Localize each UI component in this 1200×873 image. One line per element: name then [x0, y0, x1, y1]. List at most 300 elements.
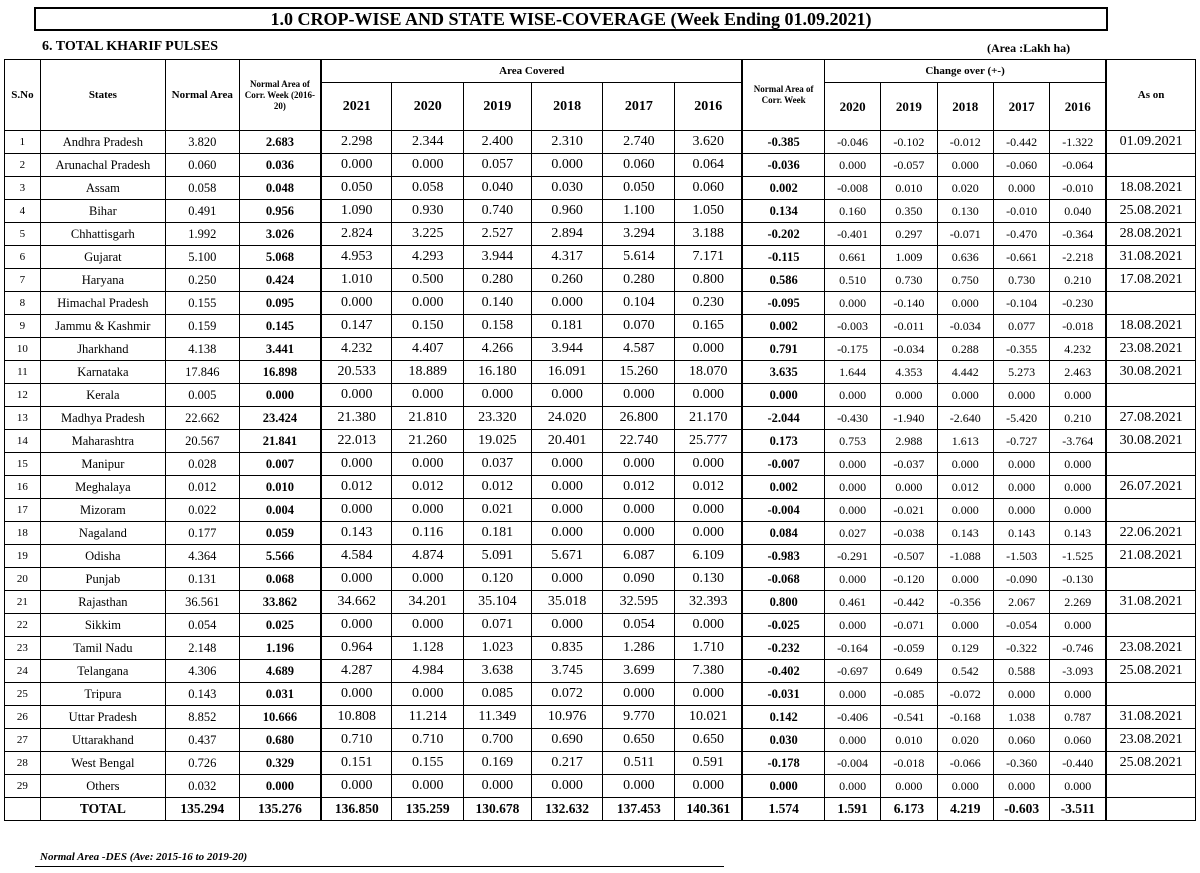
- cell-cNormal: -0.402: [742, 660, 824, 683]
- cell-c2016: 0.000: [1050, 614, 1106, 637]
- cell-sno: 25: [5, 683, 41, 706]
- cell-a2019: 4.266: [464, 338, 532, 361]
- cell-a2017: 0.650: [603, 729, 675, 752]
- cell-cNormal: 0.000: [742, 384, 824, 407]
- cell-a2018: 0.960: [531, 200, 603, 223]
- cell-c2017: 0.143: [993, 522, 1049, 545]
- cell-c2017: -0.470: [993, 223, 1049, 246]
- cell-state: Uttarakhand: [40, 729, 165, 752]
- cell-cNormal: 0.002: [742, 315, 824, 338]
- cell-state: Karnataka: [40, 361, 165, 384]
- cell-cNormal: 0.800: [742, 591, 824, 614]
- cell-a2021: 1.010: [321, 269, 392, 292]
- cell-cNormal: 0.084: [742, 522, 824, 545]
- cell-normal: 0.028: [165, 453, 239, 476]
- cell-state: Uttar Pradesh: [40, 706, 165, 729]
- cell-a2020: 4.293: [392, 246, 464, 269]
- cell-asOn: 26.07.2021: [1106, 476, 1195, 499]
- cell-c2018: 1.613: [937, 430, 993, 453]
- cell-cNormal: 0.791: [742, 338, 824, 361]
- cell-c2016: 0.787: [1050, 706, 1106, 729]
- cell-c2016: -0.364: [1050, 223, 1106, 246]
- cell-c2019: 2.988: [881, 430, 937, 453]
- cell-sno: 14: [5, 430, 41, 453]
- cell-a2019: 2.400: [464, 131, 532, 154]
- cell-a2018: 2.894: [531, 223, 603, 246]
- cell-c2016: 4.232: [1050, 338, 1106, 361]
- cell-state: Others: [40, 775, 165, 798]
- cell-a2017: 0.000: [603, 499, 675, 522]
- cell-c2019: -0.021: [881, 499, 937, 522]
- cell-cNormal: 1.574: [742, 798, 824, 821]
- cell-a2016: 0.000: [675, 614, 743, 637]
- cell-asOn: [1106, 384, 1195, 407]
- cell-c2017: -0.060: [993, 154, 1049, 177]
- cell-a2020: 0.000: [392, 683, 464, 706]
- cell-a2016: 0.000: [675, 499, 743, 522]
- cell-cNormal: -0.007: [742, 453, 824, 476]
- cell-c2016: 0.000: [1050, 476, 1106, 499]
- cell-cNormal: 0.002: [742, 177, 824, 200]
- cell-a2018: 16.091: [531, 361, 603, 384]
- cell-a2020: 1.128: [392, 637, 464, 660]
- cell-c2019: -0.085: [881, 683, 937, 706]
- cell-sno: 12: [5, 384, 41, 407]
- cell-a2016: 18.070: [675, 361, 743, 384]
- cell-a2021: 136.850: [321, 798, 392, 821]
- cell-cNormal: 0.000: [742, 775, 824, 798]
- cell-a2020: 0.000: [392, 154, 464, 177]
- cell-a2020: 21.260: [392, 430, 464, 453]
- report-title: 1.0 CROP-WISE AND STATE WISE-COVERAGE (Week Ending 01.09.2021): [34, 7, 1108, 31]
- cell-a2016: 0.060: [675, 177, 743, 200]
- cell-a2018: 0.000: [531, 775, 603, 798]
- cell-a2016: 0.000: [675, 453, 743, 476]
- cell-normal: 4.138: [165, 338, 239, 361]
- cell-state: Manipur: [40, 453, 165, 476]
- cell-a2018: 5.671: [531, 545, 603, 568]
- cell-sno: 1: [5, 131, 41, 154]
- cell-a2016: 140.361: [675, 798, 743, 821]
- cell-a2017: 9.770: [603, 706, 675, 729]
- cell-a2019: 0.169: [464, 752, 532, 775]
- cell-c2016: 0.210: [1050, 269, 1106, 292]
- cell-sno: 23: [5, 637, 41, 660]
- cell-sno: 17: [5, 499, 41, 522]
- cell-asOn: 23.08.2021: [1106, 729, 1195, 752]
- cell-c2020: 0.000: [824, 292, 880, 315]
- cell-c2020: 0.000: [824, 568, 880, 591]
- cell-corr: 0.095: [239, 292, 321, 315]
- cell-a2018: 0.000: [531, 568, 603, 591]
- table-row: [5, 384, 1196, 407]
- table-row: [5, 453, 1196, 476]
- header-normal-area: Normal Area: [165, 60, 239, 131]
- cell-a2016: 0.012: [675, 476, 743, 499]
- cell-a2016: 1.050: [675, 200, 743, 223]
- cell-a2019: 0.700: [464, 729, 532, 752]
- cell-a2017: 1.100: [603, 200, 675, 223]
- cell-state: Odisha: [40, 545, 165, 568]
- cell-a2016: 0.000: [675, 384, 743, 407]
- cell-asOn: 25.08.2021: [1106, 660, 1195, 683]
- cell-asOn: 18.08.2021: [1106, 315, 1195, 338]
- cell-c2020: 0.510: [824, 269, 880, 292]
- cell-a2019: 11.349: [464, 706, 532, 729]
- cell-asOn: 25.08.2021: [1106, 752, 1195, 775]
- cell-a2016: 0.800: [675, 269, 743, 292]
- cell-a2019: 35.104: [464, 591, 532, 614]
- cell-state: Telangana: [40, 660, 165, 683]
- cell-c2017: -0.727: [993, 430, 1049, 453]
- cell-a2018: 0.000: [531, 522, 603, 545]
- cell-a2019: 0.740: [464, 200, 532, 223]
- cell-corr: 3.026: [239, 223, 321, 246]
- cell-a2021: 0.050: [321, 177, 392, 200]
- cell-sno: 7: [5, 269, 41, 292]
- cell-a2019: 1.023: [464, 637, 532, 660]
- cell-a2018: 0.690: [531, 729, 603, 752]
- cell-a2017: 0.104: [603, 292, 675, 315]
- cell-normal: 20.567: [165, 430, 239, 453]
- cell-c2018: 0.750: [937, 269, 993, 292]
- cell-a2017: 137.453: [603, 798, 675, 821]
- cell-a2016: 6.109: [675, 545, 743, 568]
- table-row: [5, 177, 1196, 200]
- cell-a2020: 0.930: [392, 200, 464, 223]
- cell-normal: 0.143: [165, 683, 239, 706]
- cell-cNormal: -0.036: [742, 154, 824, 177]
- cell-c2017: -0.355: [993, 338, 1049, 361]
- cell-a2016: 0.064: [675, 154, 743, 177]
- cell-asOn: [1106, 568, 1195, 591]
- cell-a2020: 0.000: [392, 568, 464, 591]
- cell-sno: 27: [5, 729, 41, 752]
- cell-a2019: 0.000: [464, 775, 532, 798]
- cell-a2020: 0.058: [392, 177, 464, 200]
- cell-c2017: -0.442: [993, 131, 1049, 154]
- cell-a2017: 0.511: [603, 752, 675, 775]
- header-normal-corr-short: Normal Area of Corr. Week: [742, 60, 824, 131]
- table-row: [5, 407, 1196, 430]
- cell-a2020: 4.984: [392, 660, 464, 683]
- cell-sno: 28: [5, 752, 41, 775]
- cell-sno: 24: [5, 660, 41, 683]
- cell-c2020: 1.644: [824, 361, 880, 384]
- cell-c2019: 0.649: [881, 660, 937, 683]
- cell-normal: 8.852: [165, 706, 239, 729]
- cell-state: Assam: [40, 177, 165, 200]
- cell-asOn: 30.08.2021: [1106, 361, 1195, 384]
- cell-normal: 22.662: [165, 407, 239, 430]
- cell-a2016: 32.393: [675, 591, 743, 614]
- cell-corr: 0.031: [239, 683, 321, 706]
- cell-a2018: 0.000: [531, 154, 603, 177]
- cell-c2018: 4.442: [937, 361, 993, 384]
- cell-corr: 0.010: [239, 476, 321, 499]
- cell-state: Punjab: [40, 568, 165, 591]
- cell-a2018: 2.310: [531, 131, 603, 154]
- cell-a2019: 0.181: [464, 522, 532, 545]
- cell-a2018: 0.000: [531, 292, 603, 315]
- cell-c2019: -0.018: [881, 752, 937, 775]
- cell-a2018: 0.000: [531, 499, 603, 522]
- cell-corr: 0.025: [239, 614, 321, 637]
- header-year: 2017: [603, 83, 675, 131]
- cell-c2020: -0.291: [824, 545, 880, 568]
- cell-c2018: -0.012: [937, 131, 993, 154]
- cell-c2017: 0.588: [993, 660, 1049, 683]
- cell-a2020: 0.000: [392, 453, 464, 476]
- cell-a2016: 0.130: [675, 568, 743, 591]
- cell-a2020: 4.874: [392, 545, 464, 568]
- cell-state: Nagaland: [40, 522, 165, 545]
- cell-a2018: 0.000: [531, 453, 603, 476]
- cell-a2019: 0.040: [464, 177, 532, 200]
- cell-a2019: 2.527: [464, 223, 532, 246]
- cell-a2017: 0.090: [603, 568, 675, 591]
- cell-c2020: 0.000: [824, 384, 880, 407]
- cell-a2017: 0.012: [603, 476, 675, 499]
- cell-c2017: 0.000: [993, 775, 1049, 798]
- cell-c2018: 0.020: [937, 729, 993, 752]
- cell-normal: 0.054: [165, 614, 239, 637]
- cell-c2020: -0.697: [824, 660, 880, 683]
- cell-c2017: 0.000: [993, 476, 1049, 499]
- cell-sno: [5, 798, 41, 821]
- cell-a2018: 20.401: [531, 430, 603, 453]
- header-change-year: 2017: [993, 83, 1049, 131]
- cell-normal: 2.148: [165, 637, 239, 660]
- cell-cNormal: -0.004: [742, 499, 824, 522]
- cell-c2020: -0.175: [824, 338, 880, 361]
- cell-a2017: 15.260: [603, 361, 675, 384]
- cell-cNormal: -0.068: [742, 568, 824, 591]
- cell-c2017: 5.273: [993, 361, 1049, 384]
- cell-a2018: 0.000: [531, 614, 603, 637]
- cell-corr: 0.068: [239, 568, 321, 591]
- cell-a2017: 0.000: [603, 775, 675, 798]
- cell-c2016: -3.093: [1050, 660, 1106, 683]
- cell-normal: 135.294: [165, 798, 239, 821]
- cell-corr: 2.683: [239, 131, 321, 154]
- cell-c2017: 0.000: [993, 453, 1049, 476]
- cell-c2020: 0.000: [824, 476, 880, 499]
- cell-asOn: 01.09.2021: [1106, 131, 1195, 154]
- cell-a2020: 0.500: [392, 269, 464, 292]
- table-row: [5, 361, 1196, 384]
- cell-cNormal: 0.030: [742, 729, 824, 752]
- table-row: [5, 154, 1196, 177]
- cell-sno: 21: [5, 591, 41, 614]
- cell-normal: 0.159: [165, 315, 239, 338]
- cell-a2016: 0.000: [675, 775, 743, 798]
- cell-a2020: 0.710: [392, 729, 464, 752]
- cell-c2019: -1.940: [881, 407, 937, 430]
- cell-a2018: 4.317: [531, 246, 603, 269]
- table-row: [5, 591, 1196, 614]
- cell-asOn: [1106, 453, 1195, 476]
- cell-a2017: 6.087: [603, 545, 675, 568]
- cell-sno: 9: [5, 315, 41, 338]
- cell-c2017: 0.000: [993, 499, 1049, 522]
- cell-a2020: 18.889: [392, 361, 464, 384]
- cell-c2020: -0.401: [824, 223, 880, 246]
- cell-c2019: 0.000: [881, 775, 937, 798]
- cell-a2017: 0.070: [603, 315, 675, 338]
- cell-state: Chhattisgarh: [40, 223, 165, 246]
- cell-corr: 0.059: [239, 522, 321, 545]
- cell-a2021: 0.000: [321, 292, 392, 315]
- cell-a2019: 5.091: [464, 545, 532, 568]
- cell-normal: 0.250: [165, 269, 239, 292]
- cell-a2021: 4.232: [321, 338, 392, 361]
- cell-a2018: 0.072: [531, 683, 603, 706]
- cell-c2019: -0.057: [881, 154, 937, 177]
- cell-cNormal: 0.586: [742, 269, 824, 292]
- cell-c2019: 6.173: [881, 798, 937, 821]
- cell-c2019: -0.011: [881, 315, 937, 338]
- cell-a2020: 21.810: [392, 407, 464, 430]
- cell-a2019: 0.057: [464, 154, 532, 177]
- header-change-year: 2018: [937, 83, 993, 131]
- cell-a2019: 0.071: [464, 614, 532, 637]
- cell-a2021: 0.000: [321, 453, 392, 476]
- header-sno: S.No: [5, 60, 41, 131]
- cell-state: Rajasthan: [40, 591, 165, 614]
- cell-c2016: -3.511: [1050, 798, 1106, 821]
- cell-a2018: 0.000: [531, 476, 603, 499]
- cell-corr: 0.048: [239, 177, 321, 200]
- cell-a2016: 0.650: [675, 729, 743, 752]
- cell-c2019: 0.010: [881, 177, 937, 200]
- cell-corr: 21.841: [239, 430, 321, 453]
- cell-a2020: 0.000: [392, 614, 464, 637]
- cell-a2017: 0.000: [603, 453, 675, 476]
- cell-normal: 0.155: [165, 292, 239, 315]
- cell-c2020: 0.000: [824, 683, 880, 706]
- cell-c2019: -0.120: [881, 568, 937, 591]
- cell-c2018: -0.168: [937, 706, 993, 729]
- table-row: [5, 522, 1196, 545]
- cell-c2016: -0.130: [1050, 568, 1106, 591]
- cell-a2019: 0.085: [464, 683, 532, 706]
- cell-corr: 0.000: [239, 775, 321, 798]
- cell-c2018: 0.542: [937, 660, 993, 683]
- cell-a2017: 0.280: [603, 269, 675, 292]
- cell-a2017: 0.054: [603, 614, 675, 637]
- table-row: [5, 223, 1196, 246]
- cell-normal: 4.306: [165, 660, 239, 683]
- cell-corr: 0.004: [239, 499, 321, 522]
- cell-cNormal: -0.178: [742, 752, 824, 775]
- cell-a2016: 7.171: [675, 246, 743, 269]
- cell-a2016: 7.380: [675, 660, 743, 683]
- cell-c2017: -0.054: [993, 614, 1049, 637]
- cell-c2016: -0.064: [1050, 154, 1106, 177]
- cell-state: TOTAL: [40, 798, 165, 821]
- table-row: [5, 430, 1196, 453]
- cell-corr: 5.068: [239, 246, 321, 269]
- coverage-table: [4, 59, 1196, 821]
- header-year: 2021: [321, 83, 392, 131]
- cell-state: Madhya Pradesh: [40, 407, 165, 430]
- cell-c2019: -0.541: [881, 706, 937, 729]
- cell-c2020: 0.000: [824, 154, 880, 177]
- cell-c2016: -0.746: [1050, 637, 1106, 660]
- cell-sno: 6: [5, 246, 41, 269]
- cell-a2019: 0.120: [464, 568, 532, 591]
- cell-sno: 13: [5, 407, 41, 430]
- table-row: [5, 476, 1196, 499]
- cell-a2017: 26.800: [603, 407, 675, 430]
- cell-a2020: 3.225: [392, 223, 464, 246]
- cell-state: Jammu & Kashmir: [40, 315, 165, 338]
- section-subtitle: 6. TOTAL KHARIF PULSES: [42, 39, 219, 54]
- cell-a2018: 0.000: [531, 384, 603, 407]
- header-year: 2019: [464, 83, 532, 131]
- table-row: [5, 683, 1196, 706]
- cell-a2017: 32.595: [603, 591, 675, 614]
- footnote-divider: [35, 866, 724, 867]
- cell-c2018: 0.000: [937, 453, 993, 476]
- cell-corr: 135.276: [239, 798, 321, 821]
- cell-asOn: [1106, 614, 1195, 637]
- cell-c2019: -0.034: [881, 338, 937, 361]
- cell-corr: 1.196: [239, 637, 321, 660]
- table-row: [5, 637, 1196, 660]
- cell-sno: 18: [5, 522, 41, 545]
- cell-c2020: -0.008: [824, 177, 880, 200]
- cell-c2020: 0.000: [824, 614, 880, 637]
- cell-c2020: 0.753: [824, 430, 880, 453]
- cell-a2017: 0.060: [603, 154, 675, 177]
- cell-state: Jharkhand: [40, 338, 165, 361]
- cell-c2019: 0.000: [881, 476, 937, 499]
- header-change-year: 2016: [1050, 83, 1106, 131]
- cell-normal: 0.131: [165, 568, 239, 591]
- cell-a2021: 0.964: [321, 637, 392, 660]
- cell-a2021: 0.000: [321, 568, 392, 591]
- cell-a2019: 3.944: [464, 246, 532, 269]
- cell-a2019: 23.320: [464, 407, 532, 430]
- cell-asOn: 31.08.2021: [1106, 246, 1195, 269]
- cell-c2020: 0.000: [824, 453, 880, 476]
- cell-state: West Bengal: [40, 752, 165, 775]
- cell-a2021: 0.000: [321, 154, 392, 177]
- cell-a2019: 0.037: [464, 453, 532, 476]
- cell-state: Gujarat: [40, 246, 165, 269]
- cell-corr: 10.666: [239, 706, 321, 729]
- cell-c2016: 0.143: [1050, 522, 1106, 545]
- table-row: [5, 131, 1196, 154]
- cell-normal: 0.437: [165, 729, 239, 752]
- cell-a2017: 0.050: [603, 177, 675, 200]
- cell-a2020: 0.000: [392, 292, 464, 315]
- cell-a2016: 0.000: [675, 522, 743, 545]
- cell-c2020: 0.000: [824, 775, 880, 798]
- cell-c2016: 0.000: [1050, 384, 1106, 407]
- cell-a2019: 0.280: [464, 269, 532, 292]
- cell-c2018: 0.130: [937, 200, 993, 223]
- cell-a2019: 0.021: [464, 499, 532, 522]
- cell-asOn: 31.08.2021: [1106, 706, 1195, 729]
- cell-state: Tamil Nadu: [40, 637, 165, 660]
- cell-c2017: -0.661: [993, 246, 1049, 269]
- cell-c2018: -0.071: [937, 223, 993, 246]
- cell-c2018: 0.143: [937, 522, 993, 545]
- cell-corr: 0.036: [239, 154, 321, 177]
